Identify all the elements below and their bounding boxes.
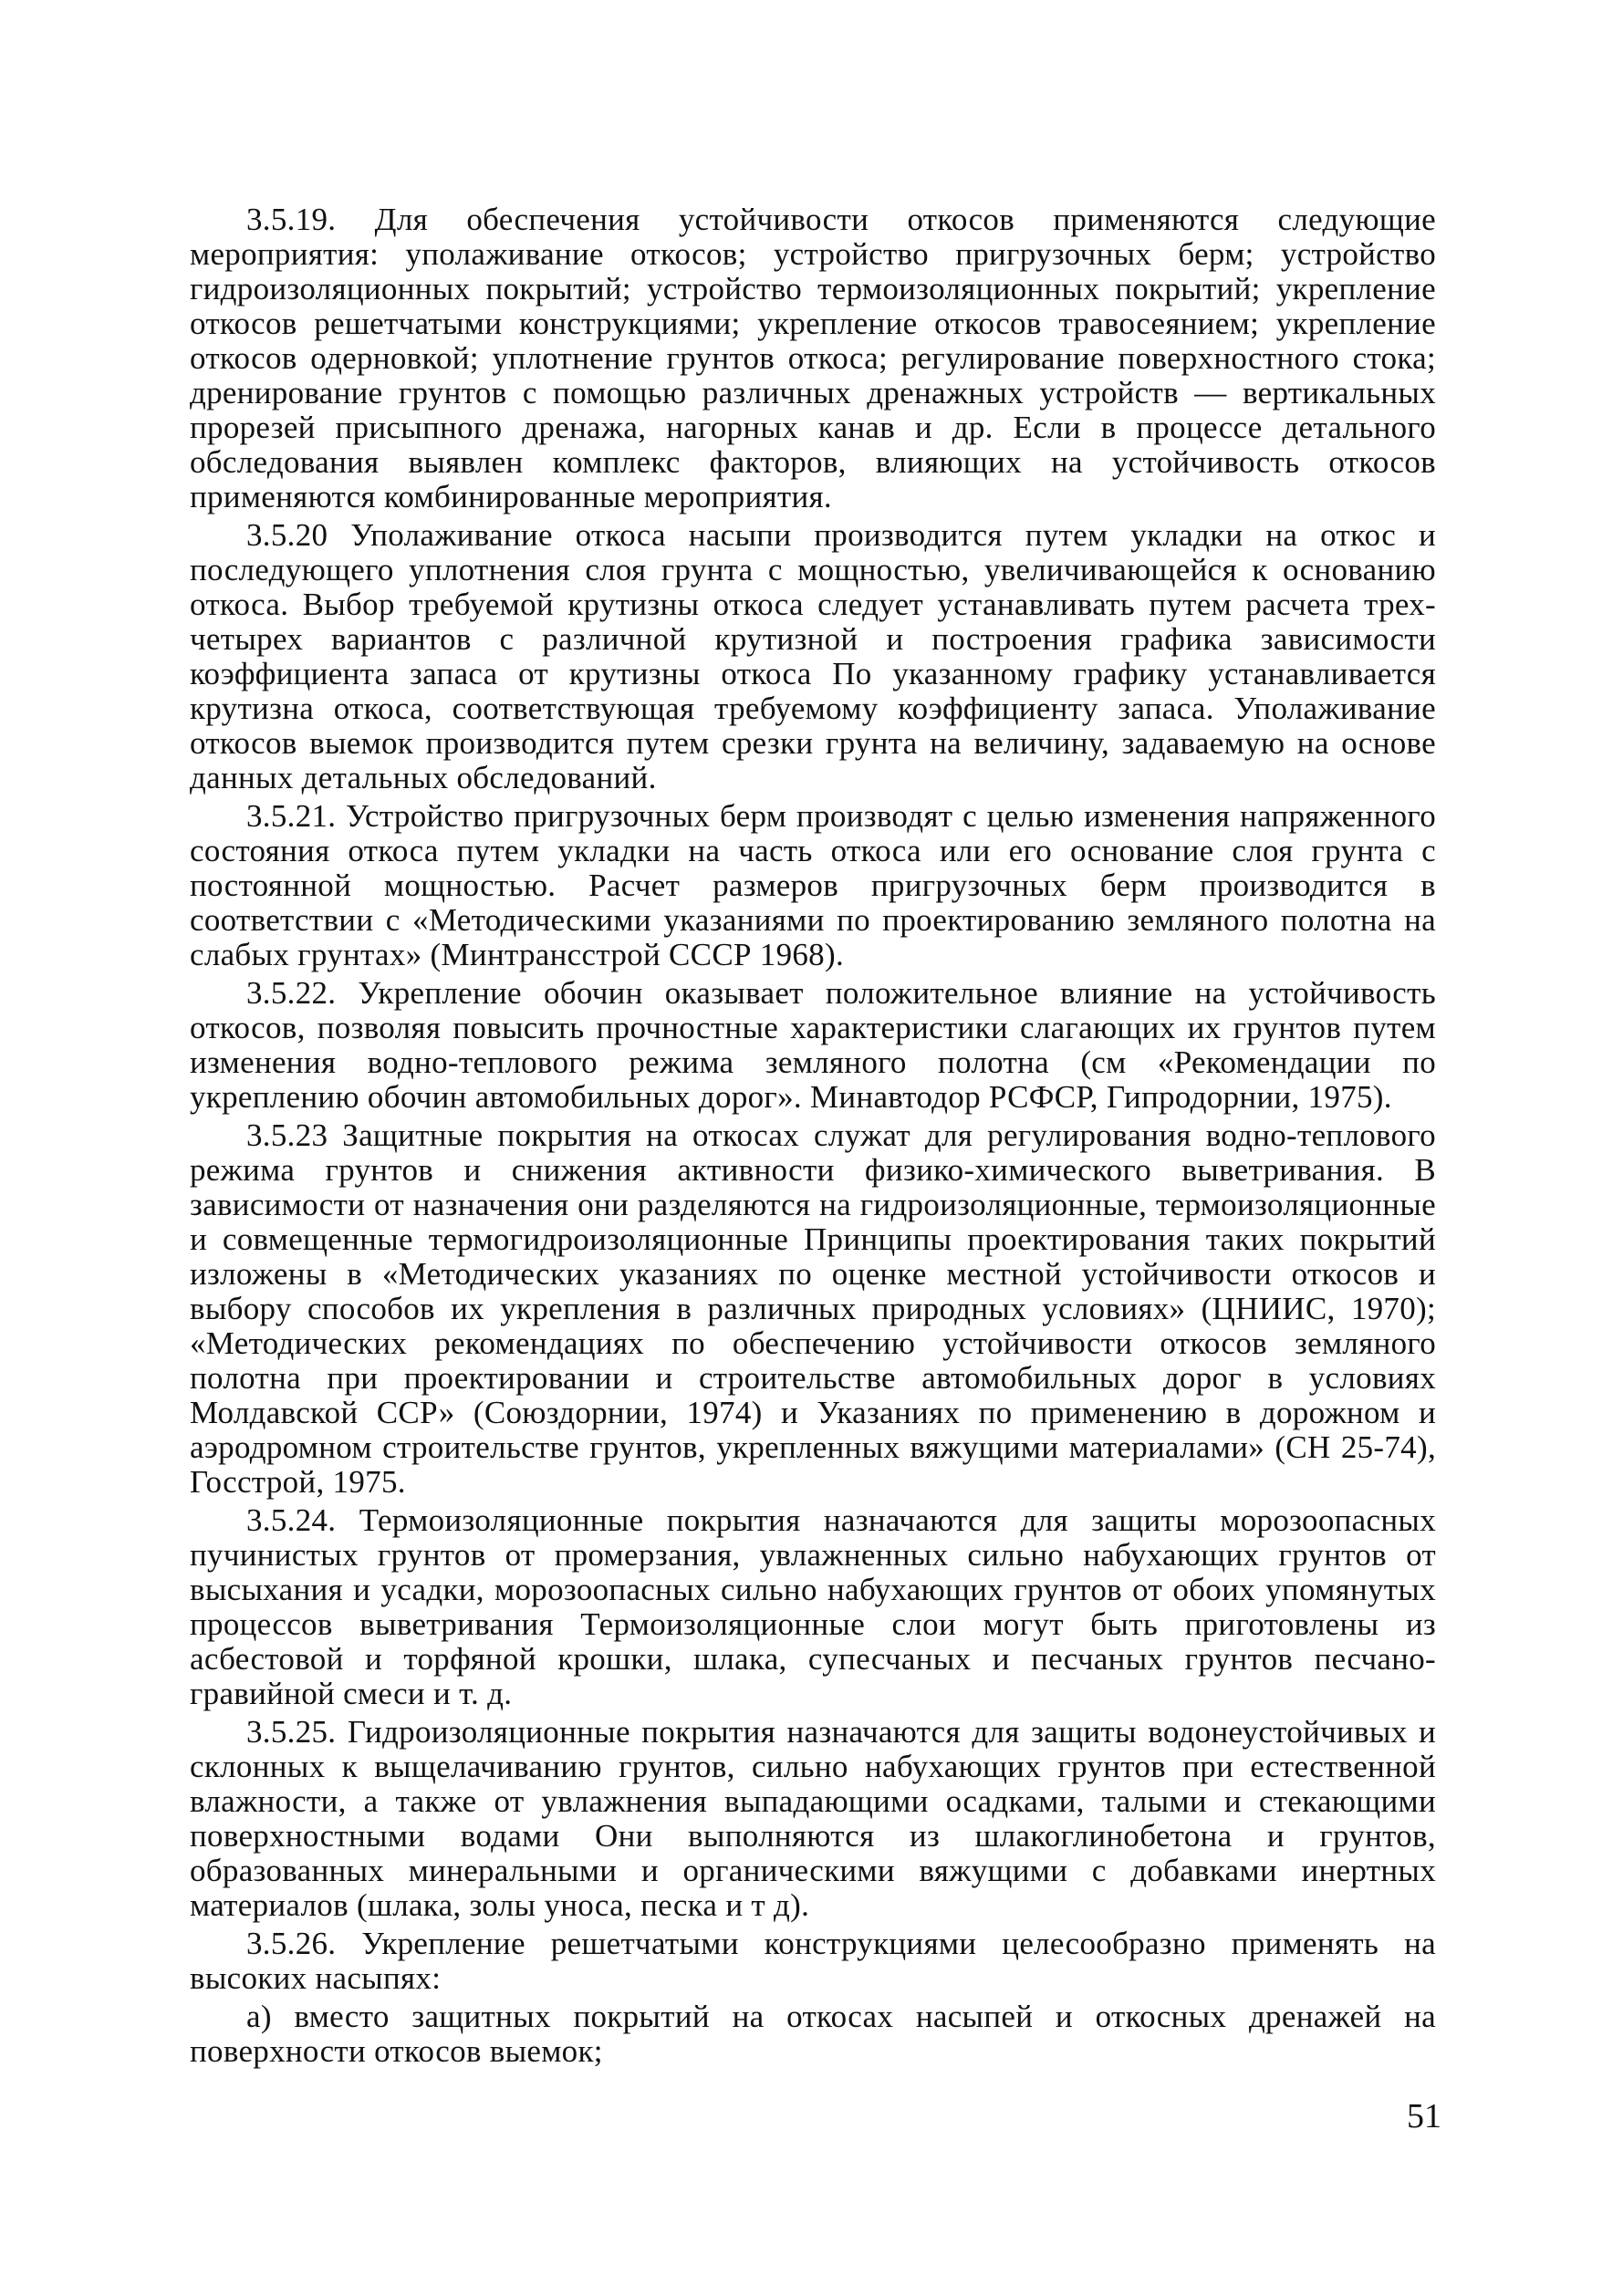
paragraph-3-5-26: 3.5.26. Укрепление решетчатыми конструкциями целесообразно применять на высоких насыпях: [190, 1926, 1436, 1996]
list-item-a: а) вместо защитных покрытий на откосах насыпей и откосных дренажей на поверхности откосов выемок; [190, 1999, 1436, 2069]
paragraph-3-5-23: 3.5.23 Защитные покрытия на откосах служат для регулирования водно-теплового режима грунтов и снижения активности физико-химического выветривания. В зависимости от назначения они разделяются на гидроизоляционные, термоизоляционные и совмещенные термогидроизоляционные Принципы проектирования таких покрытий изложены в «Методических указаниях по оценке местной устойчивости откосов и выбору способов их укрепления в различных природных условиях» (ЦНИИС, 1970); «Методических рекомендациях по обеспечению устойчивости откосов земляного полотна при проектировании и строительстве автомобильных дорог в условиях Молдавской ССР» (Союздорнии, 1974) и Указаниях по применению в дорожном и аэродромном строительстве грунтов, укрепленных вяжущими материалами» (СН 25-74), Госстрой, 1975. [190, 1117, 1436, 1500]
paragraph-3-5-21: 3.5.21. Устройство пригрузочных берм производят с целью изменения напряженного состояния откоса путем укладки на часть откоса или его основание слоя грунта с постоянной мощностью. Расчет размеров пригрузочных берм производится в соответствии с «Методическими указаниями по проектированию земляного полотна на слабых грунтах» (Минтрансстрой СССР 1968). [190, 798, 1436, 972]
paragraph-3-5-20: 3.5.20 Уполаживание откоса насыпи производится путем укладки на откос и последующего уплотнения слоя грунта с мощностью, увеличивающейся к основанию откоса. Выбор требуемой крутизны откоса следует устанавливать путем расчета трех-четырех вариантов с различной крутизной и построения графика зависимости коэффициента запаса от крутизны откоса По указанному графику устанавливается крутизна откоса, соответствующая требуемому коэффициенту запаса. Уполаживание откосов выемок производится путем срезки грунта на величину, задаваемую на основе данных детальных обследований. [190, 517, 1436, 795]
paragraph-3-5-24: 3.5.24. Термоизоляционные покрытия назначаются для защиты морозоопасных пучинистых грунтов от промерзания, увлажненных сильно набухающих грунтов от высыхания и усадки, морозоопасных сильно набухающих грунтов от обоих упомянутых процессов выветривания Термоизоляционные слои могут быть приготовлены из асбестовой и торфяной крошки, шлака, супесчаных и песчаных грунтов песчано-гравийной смеси и т. д. [190, 1502, 1436, 1711]
body-text [190, 203, 1436, 2073]
paragraph-3-5-25: 3.5.25. Гидроизоляционные покрытия назначаются для защиты водонеустойчивых и склонных к выщелачиванию грунтов, сильно набухающих грунтов при естественной влажности, а также от увлажнения выпадающими осадками, талыми и стекающими поверхностными водами Они выполняются из шлакоглинобетона и грунтов, образованных минеральными и органическими вяжущими с добавками инертных материалов (шлака, золы уноса, песка и т д). [190, 1714, 1436, 1923]
paragraph-3-5-19: 3.5.19. Для обеспечения устойчивости откосов применяются следующие мероприятия: уполаживание откосов; устройство пригрузочных берм; устройство гидроизоляционных покрытий; устройство термоизоляционных покрытий; укрепление откосов решетчатыми конструкциями; укрепление откосов травосеянием; укрепление откосов одерновкой; уплотнение грунтов откоса; регулирование поверхностного стока; дренирование грунтов с помощью различных дренажных устройств — вертикальных прорезей присыпного дренажа, нагорных канав и др. Если в процессе детального обследования выявлен комплекс факторов, влияющих на устойчивость откосов применяются комбинированные мероприятия. [190, 202, 1436, 514]
paragraph-3-5-22: 3.5.22. Укрепление обочин оказывает положительное влияние на устойчивость откосов, позволяя повысить прочностные характеристики слагающих их грунтов путем изменения водно-теплового режима земляного полотна (см «Рекомендации по укреплению обочин автомобильных дорог». Минавтодор РСФСР, Гипродорнии, 1975). [190, 975, 1436, 1115]
page-number: 51 [1407, 2097, 1441, 2135]
